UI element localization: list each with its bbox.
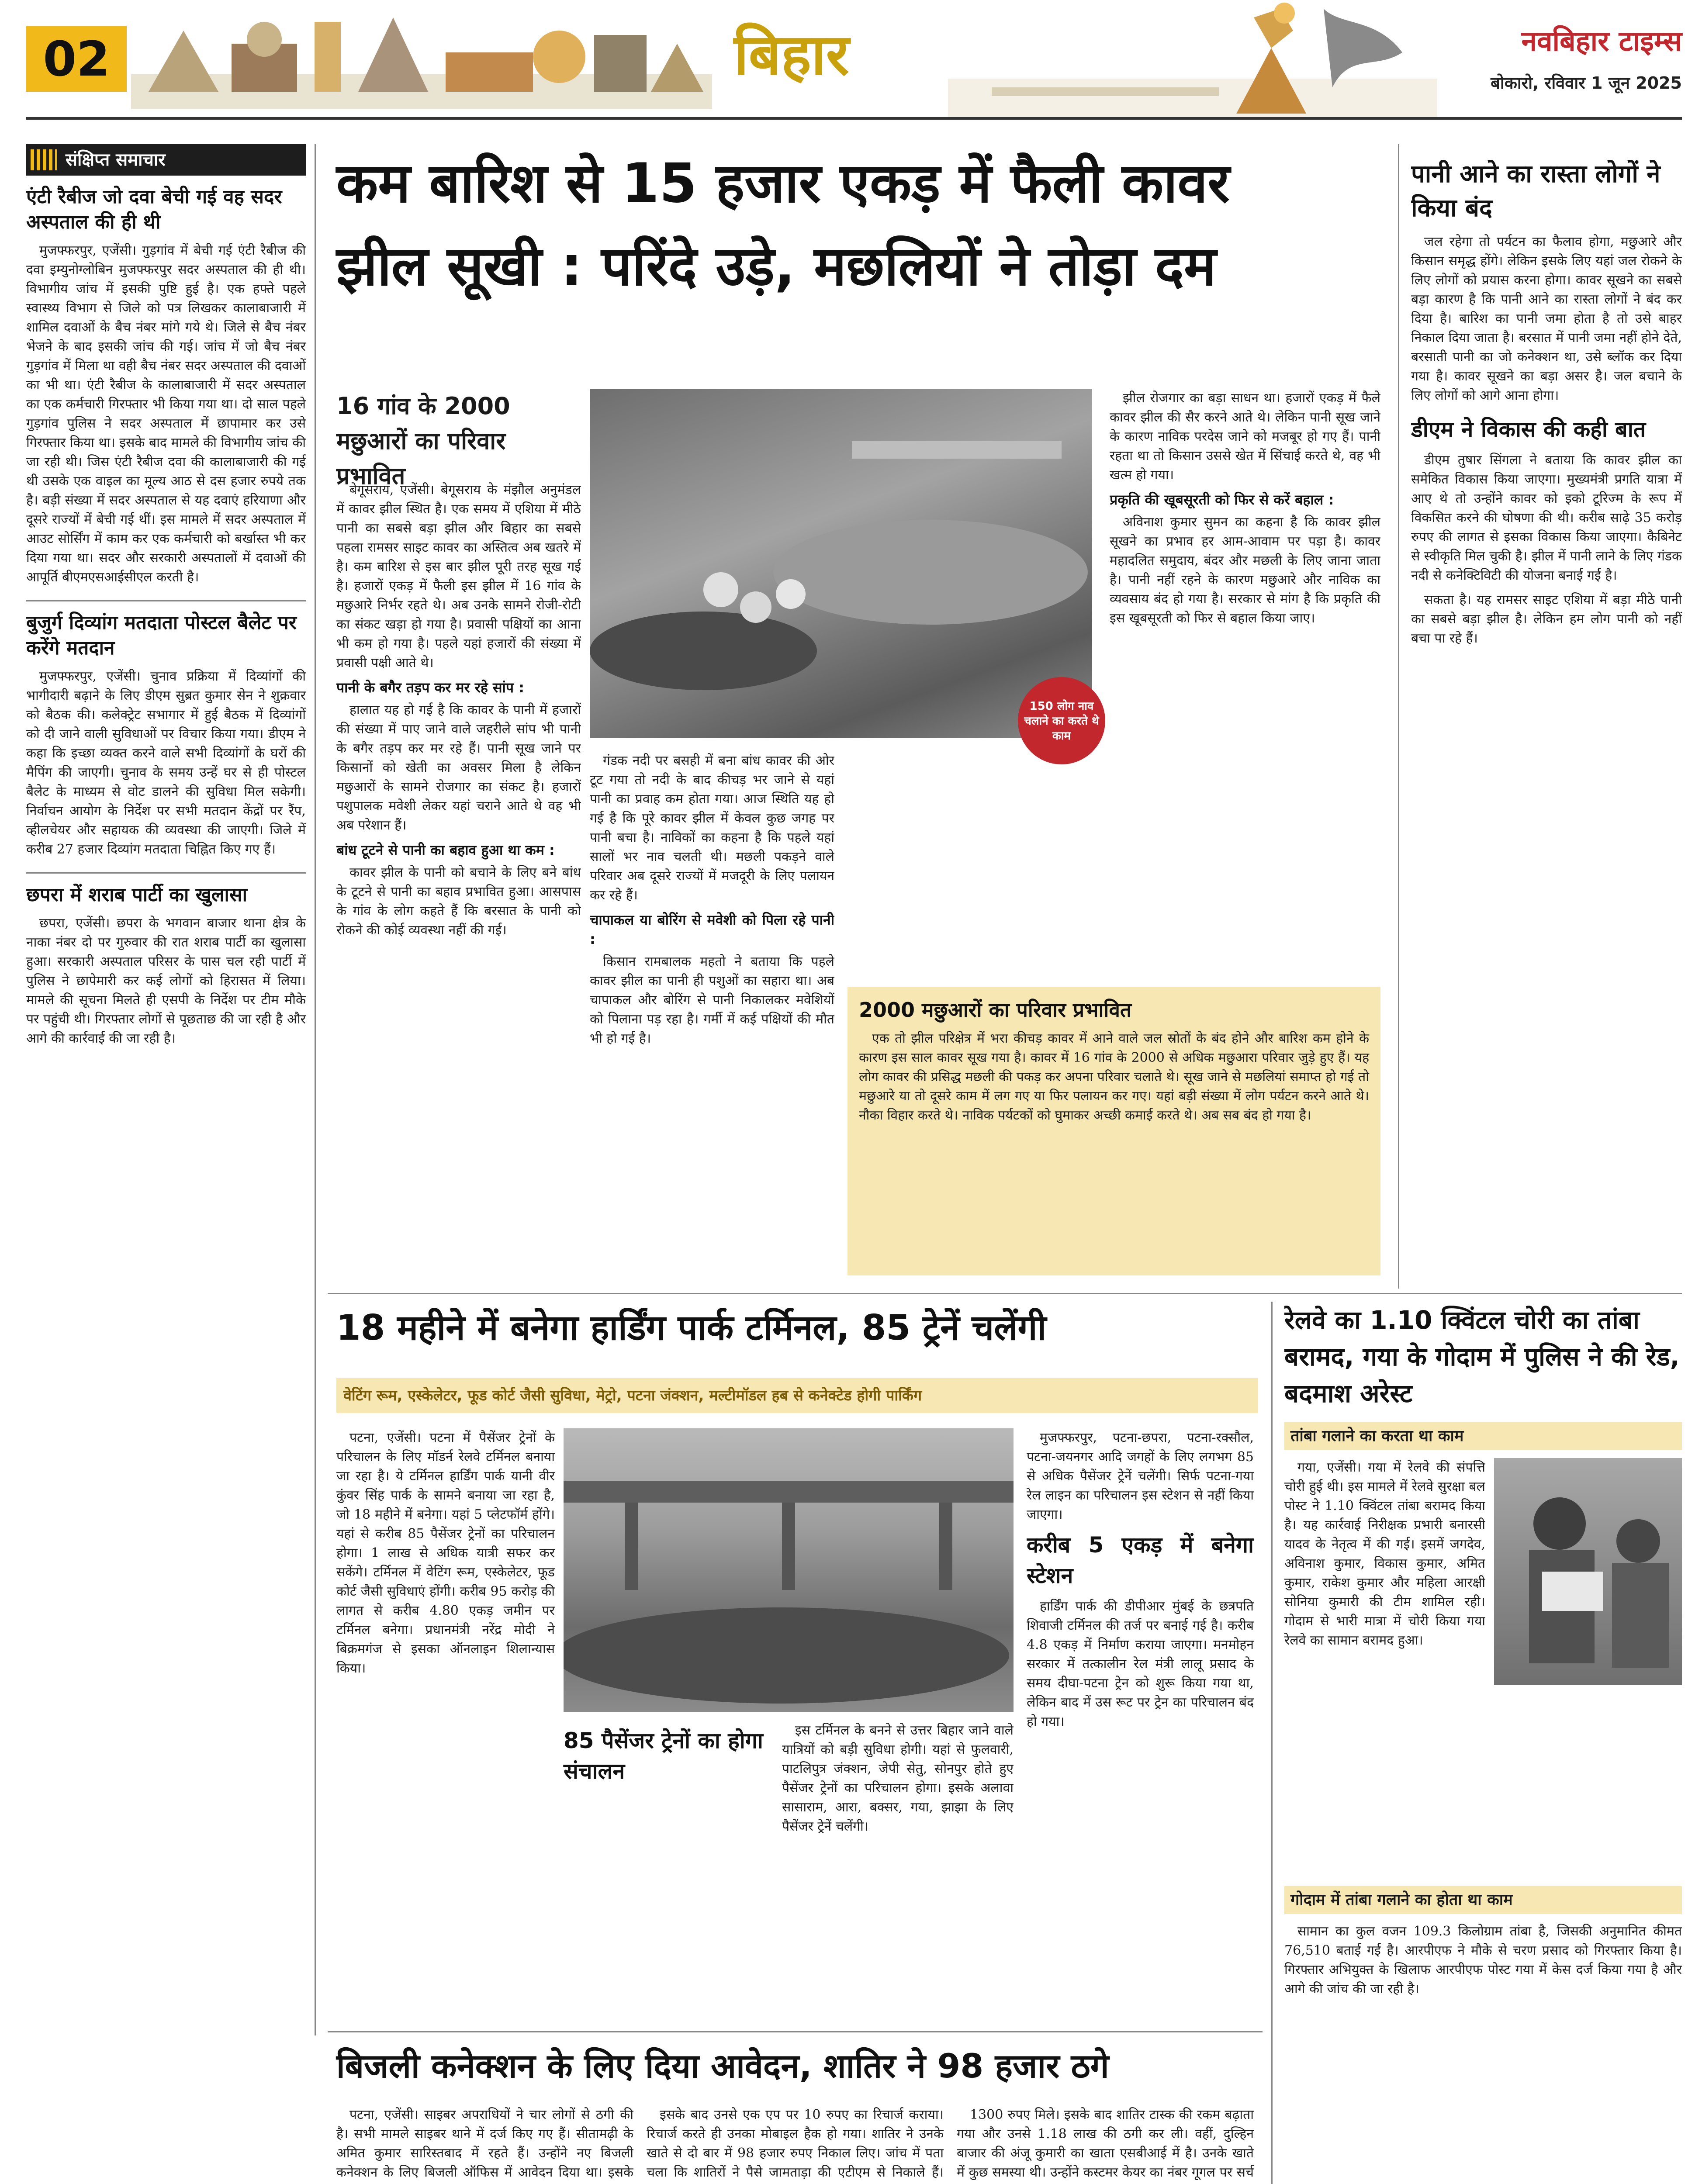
lead-band-paragraph: एक तो झील परिक्षेत्र में भरा कीचड़ कावर में आने वाले जल स्रोतों के बंद होने और बारिश कम होने के कारण इस साल कावर सूख गया है। कावर में 16 गांव के 2000 से अधिक मछुआरा परिवार जुड़े हुए हैं। यह लोग कावर की प्रसिद्ध मछली की पकड़ कर अपना परिवार चलाते थे। सूख जाने से मछलियां समाप्त हो गई तो मछुआरे या तो दूसरे काम में लग गए या फिर पलायन कर गए। यहां बड़ी संख्या में लोग पर्यटन करने आते थे। नौका विहार करते थे। नाविक पर्यटकों को घुमाकर अच्छी कमाई करते थे। अब सब बंद हो गया है। [859, 1031, 1369, 1123]
brief-item-paragraph: छपरा, एजेंसी। छपरा के भगवान बाजार थाना क्षेत्र के नाका नंबर दो पर गुरुवार की रात शराब पार्टी का खुलासा हुआ। सरकारी अस्पताल परिसर के पास चल रही पार्टी में पुलिस ने छापेमारी कर कई लोगों को हिरासत में लिया। मामले की सूचना मिलते ही एसपी के निर्देश पर टीम मौके पर पहुंची थी। गिरफ्तार लोगों से पूछताछ की जा रही है और आगे की कार्रवाई की जा रही है। [26, 916, 306, 1046]
copper-photo [1494, 1458, 1682, 1685]
lead-column-left [336, 480, 581, 1289]
right-top-title: पानी आने का रास्ता लोगों ने किया बंद [1411, 160, 1660, 222]
lead-subheading: चापाकल या बोरिंग से मवेशी को पिला रहे पानी : [590, 912, 834, 947]
lead-paragraph: झील रोजगार का बड़ा साधन था। हजारों एकड़ में फैले कावर झील की सैर करने आते थे। लेकिन पानी सूख जाने के कारण नाविक परदेस जाने को मजबूर हो गए हैं। पानी रहता था तो किसान उससे खेत में सिंचाई करते थे, वह भी खत्म हो गया। [1110, 390, 1380, 483]
column-rule [1271, 1302, 1273, 2184]
masthead [0, 0, 1702, 131]
torch-statue-art [948, 0, 1437, 118]
terminal-subheading: करीब 5 एकड़ में बनेगा स्टेशन [1027, 1532, 1254, 1588]
terminal-photo [564, 1428, 1014, 1712]
lead-paragraph: किसान रामबालक महतो ने बताया कि पहले कावर झील का पानी ही पशुओं का सहारा था। अब चापाकल और बोरिंग से पानी निकालकर मवेशियों को पिलाना पड़ रहा है। गर्मी में कई पक्षियों की मौत भी हो गई है। [590, 954, 834, 1046]
copper-body [1284, 1922, 1682, 1999]
brief-item [26, 872, 306, 1048]
brief-label [26, 144, 306, 176]
brief-item-body [26, 241, 306, 587]
copper-headline: रेलवे का 1.10 क्विंटल चोरी का तांबा बरामद, गया के गोदाम में पुलिस ने की रेड, बदमाश अरेस्ट [1284, 1305, 1680, 1408]
right-top-title: डीएम ने विकास की कही बात [1411, 417, 1646, 442]
lead-band [848, 987, 1380, 1275]
scam-story [328, 2040, 1263, 2184]
lead-subheading: बांध टूटने से पानी का बहाव हुआ था कम : [336, 842, 555, 858]
brief-item-paragraph: मुजफ्फरपुर, एजेंसी। चुनाव प्रक्रिया में दिव्यांगों की भागीदारी बढ़ाने के लिए डीएम सुब्रत कुमार सेन ने शुक्रवार को बैठक की। कलेक्ट्रेट सभागार में हुई बैठक में दिव्यांगों को दी जाने वाली सुविधाओं पर विचार किया गया। डीएम ने कहा कि इच्छा व्यक्त करने वाले सभी दिव्यांगों के घरों की मैपिंग की जाएगी। चुनाव के समय उन्हें घर से ही पोस्टल बैलेट के माध्यम से वोट डालने की सुविधा मिल सकेगी। निर्वाचन आयोग के निर्देश पर सभी मतदान केंद्रों पर रैंप, व्हीलचेयर और सहायक की व्यवस्था की जाएगी। जिले में करीब 27 हजार दिव्यांग मतदाता चिह्नित किए गए हैं। [26, 669, 306, 857]
copper-body-wrap [1284, 1458, 1682, 1877]
brief-item-body [26, 667, 306, 859]
lead-subhead: 16 गांव के 2000 मछुआरों का परिवार प्रभावित [336, 392, 510, 490]
brief-stripe-icon [31, 149, 57, 170]
lead-paragraph: बेगूसराय, एजेंसी। बेगूसराय के मंझौल अनुमंडल में कावर झील स्थित है। एक समय में एशिया में मीठे पानी का सबसे बड़ा झील और बिहार का सबसे पहला रामसर साइट कावर का अस्तित्व अब खतरे में है। कम बारिश से इस बार झील पूरी तरह सूख गई है। हजारों एकड़ में फैली इस झील में 16 गांव के मछुआरे निर्भर रहते थे। अब उनके सामने रोजी-रोटी का संकट खड़ा हो गया है। प्रवासी पक्षियों का आना भी कम हो गया है। पहले यहां हजारों की संख्या में प्रवासी पक्षी आते थे। [336, 482, 581, 670]
scam-paragraph: पटना, एजेंसी। साइबर अपराधियों ने चार लोगों से ठगी की है। सभी मामले साइबर थाने में दर्ज किए गए हैं। सीतामढ़ी के अमित कुमार सारिस्तबाद में रहते हैं। उन्होंने नए बिजली कनेक्शन के लिए बिजली ऑफिस में आवेदन दिया था। इसके [336, 2107, 633, 2180]
lead-badge [1018, 677, 1105, 764]
top-rule [26, 117, 1682, 120]
right-top-paragraph: सकता है। यह रामसर साइट एशिया में बड़ा मीठे पानी का सबसे बड़ा झील है। लेकिन हम लोग पानी को नहीं बचा पा रहे हैं। [1411, 592, 1682, 646]
column-rule [1398, 144, 1399, 1289]
lead-story [328, 144, 1385, 1289]
brief-column [26, 144, 306, 2040]
brief-item-title: बुजुर्ग दिव्यांग मतदाता पोस्टल बैलेट पर करेंगे मतदान [26, 612, 297, 659]
terminal-photo-illustration [564, 1428, 1014, 1712]
terminal-column-1 [336, 1428, 555, 2022]
lake-photo [590, 389, 1092, 738]
page-number-badge: 02 [26, 26, 127, 92]
scam-paragraph: 1300 रुपए मिले। इसके बाद शातिर टास्क की रकम बढ़ाता गया और उनसे 1.18 लाख की ठगी कर ली। वहीं, दुल्हिन बाजार की अंजू कुमारी का खाता एसबीआई में है। उनके खाते में कुछ समस्या थी। उन्होंने कस्टमर केयर का नंबर गूगल पर सर्च [957, 2107, 1254, 2180]
terminal-column-2 [782, 1721, 1014, 2022]
right-top-body [1411, 451, 1682, 648]
lead-paragraph: अविनाश कुमार सुमन का कहना है कि कावर झील सूखने का प्रभाव हर आम-आवाम पर पड़ा है। कावर महादलित समुदाय, बंदर और मछली के लिए जाना जाता है। पानी नहीं रहने के कारण मछुआरे और नाविक का व्यवसाय बंद हो गया है। सरकार से मांग है कि प्रकृति की इस खूबसूरती को फिर से बहाल किया जाए। [1110, 515, 1380, 626]
bihar-landmarks-collage [131, 4, 712, 109]
column-rule [315, 144, 316, 2035]
brief-item [26, 184, 306, 587]
scam-headline: बिजली कनेक्शन के लिए दिया आवेदन, शातिर ने 98 हजार ठगे [336, 2046, 1109, 2085]
terminal-subhead: वेटिंग रूम, एस्केलेटर, फूड कोर्ट जैसी सुविधा, मेट्रो, पटना जंक्शन, मल्टीमॉडल हब से कनेक्टेड होगी पार्किंग [336, 1378, 1258, 1413]
terminal-paragraph: पटना, एजेंसी। पटना में पैसेंजर ट्रेनों के परिचालन के लिए मॉडर्न रेलवे टर्मिनल बनाया जा रहा है। ये टर्मिनल हार्डिंग पार्क यानी वीर कुंवर सिंह पार्क के सामने बनाया जा रहा है, जो 18 महीने में बनेगा। यहां 5 प्लेटफॉर्म होंगे। यहां से करीब 85 पैसेंजर ट्रेनों का परिचालन होगा। 1 लाख से अधिक यात्री सफर कर सकेंगे। टर्मिनल में वेटिंग रूम, एस्केलेटर, फूड कोर्ट जैसी सुविधाएं होंगी। करीब 95 करोड़ की लागत से करीब 4.80 एकड़ जमीन पर टर्मिनल बनेगा। प्रधानमंत्री नरेंद्र मोदी ने बिक्रमगंज से इसका ऑनलाइन शिलान्यास किया। [336, 1430, 555, 1676]
scam-paragraph: इसके बाद उनसे एक एप पर 10 रुपए का रिचार्ज कराया। रिचार्ज करते ही उनका मोबाइल हैक हो गया। शातिर ने उनके खाते से दो बार में 98 हजार रुपए निकाल लिए। जांच में पता चला कि शातिरों ने पैसे जामताड़ा की एटीएम से निकाले हैं। [647, 2107, 944, 2180]
brief-item-title: छपरा में शराब पार्टी का खुलासा [26, 884, 248, 906]
terminal-paragraph: हार्डिंग पार्क की डीपीआर मुंबई के छत्रपति शिवाजी टर्मिनल की तर्ज पर बनाई गई है। करीब 4.8 एकड़ में निर्माण कराया जाएगा। मनमोहन सरकार में तत्कालीन रेल मंत्री लालू प्रसाद के समय दीघा-पटना ट्रेन को शुरू किया गया था, लेकिन बाद में उस रूट पर ट्रेन का परिचालन बंद हो गया। [1027, 1599, 1254, 1729]
scam-column-2 [647, 2105, 944, 2184]
brief-item-body [26, 914, 306, 1048]
copper-paragraph: सामान का कुल वजन 109.3 किलोग्राम तांबा है, जिसकी अनुमानित कीमत 76,510 बताई गई है। आरपीएफ ने मौके से चरण प्रसाद को गिरफ्तार किया है। गिरफ्तार अभियुक्त के खिलाफ आरपीएफ पोस्ट गया में केस दर्ज किया गया है और आगे की जांच की जा रही है। [1284, 1924, 1682, 1997]
right-top-body [1411, 232, 1682, 405]
lead-paragraph: गंडक नदी पर बसही में बना बांध कावर की ओर टूट गया तो नदी के बाद कीचड़ भर जाने से यहां पानी का प्रवाह कम होता गया। आज स्थिति यह हो गई है कि पूरे कावर झील में केवल कुछ जगह पर पानी बचा है। नाविकों का कहना है कि पहले यहां सालों भर नाव चलती थी। मछली पकड़ने वाले परिवार अब दूसरे राज्यों में मजदूरी के लिए पलायन कर रहे हैं। [590, 753, 834, 903]
lead-paragraph: हालात यह हो गई है कि कावर के पानी में हजारों की संख्या में पाए जाने वाले जहरीले सांप भी पानी के बगैर तड़प कर मर रहे हैं। पानी सूख जाने पर किसानों को खेती का अवसर मिला है लेकिन मछुआरों के सामने रोजगार का संकट है। हजारों पशुपालक मवेशी लेकर यहां चराने आते थे वह भी अब परेशान हैं। [336, 702, 581, 833]
lead-paragraph: कावर झील के पानी को बचाने के लिए बने बांध के टूटने से पानी का बहाव प्रभावित हुआ। आसपास के गांव के लोग कहते हैं कि बरसात के पानी को रोकने की कोई व्यवस्था नहीं की गई। [336, 865, 581, 938]
copper-body [1284, 1458, 1485, 1877]
right-top-paragraph: जल रहेगा तो पर्यटन का फैलाव होगा, मछुआरे और किसान समृद्ध होंगे। लेकिन इसके लिए यहां जल रोकने के लिए लोगों को प्रयास करना होगा। कावर सूखने का सबसे बड़ा कारण है कि पानी आने का रास्ता लोगों ने बंद कर दिया है। बारिश का पानी जमा होता है तो उसे बाहर निकाल दिया जाता है। बरसात में पानी जमा नहीं होने देते, बरसाती पानी का जो कनेक्शन था, उसे ब्लॉक कर दिया गया है। कावर सूखने का बड़ा असर है। जल बचाने के लिए लोगों को आगे आना होगा। [1411, 234, 1682, 403]
lead-column-mid [590, 751, 834, 1293]
brief-label-text: संक्षिप्त समाचार [66, 150, 166, 170]
copper-subheading: गोदाम में तांबा गलाने का होता था काम [1284, 1886, 1682, 1914]
copper-subheading: तांबा गलाने का करता था काम [1284, 1422, 1682, 1450]
lead-headline-line2: झील सूखी : परिंदे उड़े, मछलियों ने तोड़ा दम [336, 235, 1217, 298]
terminal-caption: 85 पैसेंजर ट्रेनों का होगा संचालन [564, 1728, 763, 1784]
terminal-headline: 18 महीने में बनेगा हार्डिंग पार्क टर्मिनल, 85 ट्रेनें चलेंगी [336, 1307, 1047, 1348]
lead-headline-line1: कम बारिश से 15 हजार एकड़ में फैली कावर [336, 152, 1230, 215]
lead-subheading: पानी के बगैर तड़प कर मर रहे सांप : [336, 679, 524, 696]
scam-column-3 [957, 2105, 1254, 2184]
brand-name: नवबिहार टाइम्स [1521, 25, 1682, 58]
terminal-story [328, 1302, 1263, 2027]
brief-item-paragraph: मुजफ्फरपुर, एजेंसी। गुड़गांव में बेची गई एंटी रैबीज की दवा इम्युनोग्लोबिन मुजफ्फरपुर सदर अस्पताल की ही थी। विभागीय जांच में इसकी पुष्टि हुई है। एक हफ्ते पहले स्वास्थ्य विभाग से जिले को पत्र लिखकर कालाबाजारी में शामिल दवाओं के बैच नंबर मांगे गये थे। जिले से बैच नंबर भेजने के बाद इसकी जांच की गई। जांच में जो बैच नंबर गुड़गांव में मिला था वही बैच नंबर सदर अस्पताल की दवाओं का भी था। एंटी रैबीज के कालाबाजारी में सदर अस्पताल का एक कर्मचारी गिरफ्तार भी किया गया था। दो साल पहले गुड़गांव पुलिस ने सदर अस्पताल में छापामार कर उसे गिरफ्तार किया था। इसके बाद मामले की विभागीय जांच की जा रही थी। जिस एंटी रैबीज दवा की कालाबाजारी की गई थी उसके एक वाइल का मूल्य आठ से दस हजार रुपये तक है। बड़ी संख्या में सदर अस्पताल से यह दवाएं हरियाणा और दूसरे राज्यों में बेची गई थीं। इस मामले में सदर अस्पताल में आउट सोर्सिंग में काम कर एक कर्मचारी को बर्खास्त भी कर दिया गया था। सदर और सरकारी अस्पतालों में दवाओं की आपूर्ति बीएमएसआईसीएल करती है। [26, 243, 306, 585]
dateline: बोकारो, रविवार 1 जून 2025 [1491, 73, 1682, 93]
copper-photo-illustration [1494, 1458, 1682, 1685]
lead-badge-text: 150 लोग नाव चलाने का करते थे काम [1024, 700, 1099, 743]
right-top-box [1411, 157, 1682, 1284]
brief-item-title: एंटी रैबीज जो दवा बेची गई वह सदर अस्पताल की ही थी [26, 186, 282, 233]
lead-band-body [859, 1029, 1369, 1125]
section-rule [328, 1293, 1682, 1294]
lead-subheading: प्रकृति की खूबसूरती को फिर से करें बहाल : [1110, 491, 1334, 508]
copper-story [1284, 1302, 1682, 2184]
section-rule [328, 2031, 1263, 2032]
brief-item [26, 600, 306, 859]
terminal-paragraph: इस टर्मिनल के बनने से उत्तर बिहार जाने वाले यात्रियों को बड़ी सुविधा होगी। यहां से फुलवारी, पाटलिपुत्र जंक्शन, जेपी सेतु, सोनपुर होते हुए पैसेंजर ट्रेनों का परिचालन होगा। इसके अलावा सासाराम, आरा, बक्सर, गया, झाझा के लिए पैसेंजर ट्रेनें चलेंगी। [782, 1723, 1014, 1834]
section-title: बिहार [734, 21, 849, 88]
lead-band-title: 2000 मछुआरों का परिवार प्रभावित [859, 998, 1132, 1022]
terminal-paragraph: मुजफ्फरपुर, पटना-छपरा, पटना-रक्सौल, पटना-जयनगर आदि जगहों के लिए लगभग 85 से अधिक पैसेंजर ट्रेनें चलेंगी। सिर्फ पटना-गया रेल लाइन का परिचालन इस स्टेशन से नहीं किया जाएगा। [1027, 1430, 1254, 1522]
right-top-paragraph: डीएम तुषार सिंगला ने बताया कि कावर झील का समेकित विकास किया जाएगा। मुख्यमंत्री प्रगति यात्रा में आए थे तो उन्होंने कावर को इको टूरिज्म के रूप में विकसित करने की घोषणा की थी। करीब साढ़े 35 करोड़ रुपए की लागत से इसका विकास किया जाएगा। कैबिनेट से स्वीकृति मिल चुकी है। झील में पानी लाने के लिए गंडक नदी से कनेक्टिविटी की योजना बनाई गई है। [1411, 453, 1682, 583]
terminal-column-3 [1027, 1428, 1254, 2022]
copper-paragraph: गया, एजेंसी। गया में रेलवे की संपत्ति चोरी हुई थी। इस मामले में रेलवे सुरक्षा बल पोस्ट ने 1.10 क्विंटल तांबा बरामद किया है। यह कार्रवाई निरीक्षक प्रभारी बनारसी यादव के नेतृत्व में की गई। इसमें जगदेव, अविनाश कुमार, विकास कुमार, अमित कुमार, राकेश कुमार और महिला आरक्षी सोनिया कुमारी की टीम शामिल रही। गोदाम से भारी मात्रा में चोरी किया गया रेलवे का सामान बरामद हुआ। [1284, 1460, 1485, 1648]
scam-column-1 [336, 2105, 633, 2184]
lake-photo-illustration [590, 389, 1092, 738]
